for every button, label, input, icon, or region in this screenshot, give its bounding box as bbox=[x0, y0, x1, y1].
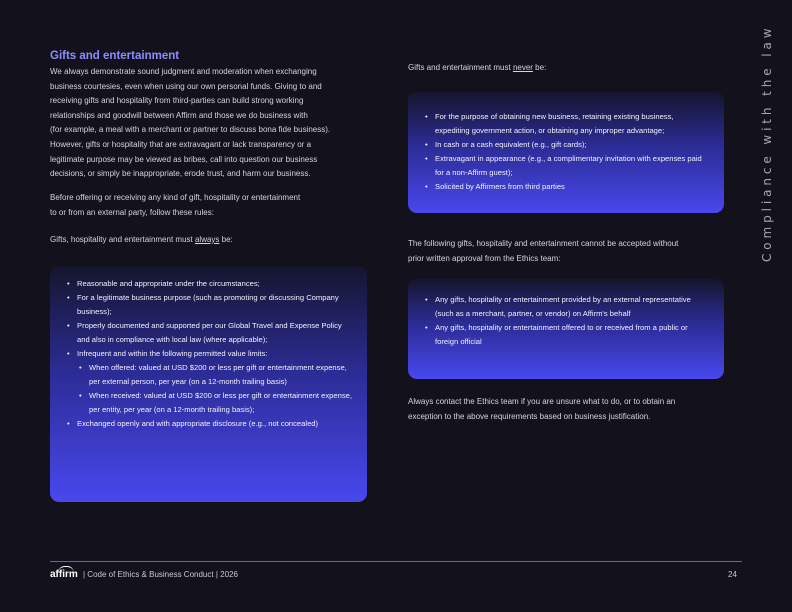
side-section-title: Compliance with the law bbox=[760, 24, 774, 262]
affirm-logo: affirm bbox=[50, 569, 78, 580]
approval-line: The following gifts, hospitality and entertainment cannot be accepted without bbox=[408, 239, 679, 248]
always-subitem: • When received: valued at USD $200 or less per gift or entertainment expense, per entity, per year (on a 12-month trailing basis); bbox=[79, 389, 353, 417]
never-list bbox=[425, 110, 710, 194]
always-card bbox=[50, 266, 367, 502]
intro-line: We always demonstrate sound judgment and moderation when exchanging bbox=[50, 67, 317, 76]
intro-line: relationships and goodwill between Affirm and those we do business with bbox=[50, 110, 308, 120]
never-suffix: be: bbox=[532, 63, 547, 72]
approval-intro bbox=[408, 237, 738, 266]
always-item: • For a legitimate business purpose (such as promoting or discussing Company business); bbox=[67, 291, 353, 319]
rules-intro-line: to or from an external party, follow these rules: bbox=[50, 207, 214, 217]
contact-paragraph bbox=[408, 395, 728, 424]
never-word: never bbox=[512, 63, 533, 72]
always-item: • Properly documented and supported per our Global Travel and Expense Policy and also in compliance with local law (where applicable); bbox=[67, 319, 353, 347]
always-item: • Infrequent and within the following permitted value limits: bbox=[67, 347, 353, 361]
always-word: always bbox=[194, 235, 220, 244]
never-item: • Extravagant in appearance (e.g., a complimentary invitation with expenses paid for a non-Affirm guest); bbox=[425, 152, 710, 180]
intro-paragraph bbox=[50, 65, 370, 182]
always-intro bbox=[50, 233, 370, 248]
footer-divider bbox=[50, 561, 742, 562]
page-number: 24 bbox=[728, 570, 737, 579]
contact-line: exception to the above requirements based on business justification. bbox=[408, 411, 651, 421]
footer-document-title: | Code of Ethics & Business Conduct | 2026 bbox=[83, 570, 238, 579]
always-item: • Exchanged openly and with appropriate disclosure (e.g., not concealed) bbox=[67, 417, 353, 431]
rules-intro-paragraph bbox=[50, 191, 370, 220]
always-item: • Reasonable and appropriate under the circumstances; bbox=[67, 277, 353, 291]
contact-line: Always contact the Ethics team if you are unsure what to do, or to obtain an bbox=[408, 397, 676, 406]
intro-line: receiving gifts and hospitality from third-parties can build strong working bbox=[50, 96, 304, 106]
always-list bbox=[67, 277, 353, 431]
never-item: • Solicited by Affirmers from third parties bbox=[425, 180, 710, 194]
always-subitem: • When offered: valued at USD $200 or less per gift or entertainment expense, per external person, per year (on a 12-month trailing basis) bbox=[79, 361, 353, 389]
section-heading: Gifts and entertainment bbox=[50, 50, 180, 62]
never-item: • In cash or a cash equivalent (e.g., gift cards); bbox=[425, 138, 710, 152]
approval-line: prior written approval from the Ethics team: bbox=[408, 253, 561, 263]
always-suffix: be: bbox=[219, 235, 233, 244]
approval-item: • Any gifts, hospitality or entertainment provided by an external representative (such as a merchant, partner, or vendor) on Affirm's behalf bbox=[425, 293, 710, 321]
never-prefix: Gifts and entertainment must bbox=[408, 63, 513, 72]
approval-item: • Any gifts, hospitality or entertainment offered to or received from a public or foreign official bbox=[425, 321, 710, 349]
never-card bbox=[408, 92, 724, 213]
approval-list bbox=[425, 293, 710, 349]
intro-line: decisions, or simply be inappropriate, erode trust, and harm our business. bbox=[50, 169, 311, 179]
always-prefix: Gifts, hospitality and entertainment must bbox=[50, 235, 195, 244]
intro-line: business courtesies, even when using our own personal funds. Giving to and bbox=[50, 81, 322, 91]
never-item: • For the purpose of obtaining new business, retaining existing business, expediting government action, or obtaining any improper advantage; bbox=[425, 110, 710, 138]
rules-intro-line: Before offering or receiving any kind of gift, hospitality or entertainment bbox=[50, 193, 301, 202]
never-intro bbox=[408, 61, 738, 76]
intro-line: legitimate purpose may be viewed as bribes, call into question our business bbox=[50, 154, 318, 164]
approval-card bbox=[408, 279, 724, 379]
intro-line: However, gifts or hospitality that are extravagant or lack transparency or a bbox=[50, 139, 312, 149]
intro-line: (for example, a meal with a merchant or partner to discuss bona fide business). bbox=[50, 125, 331, 135]
